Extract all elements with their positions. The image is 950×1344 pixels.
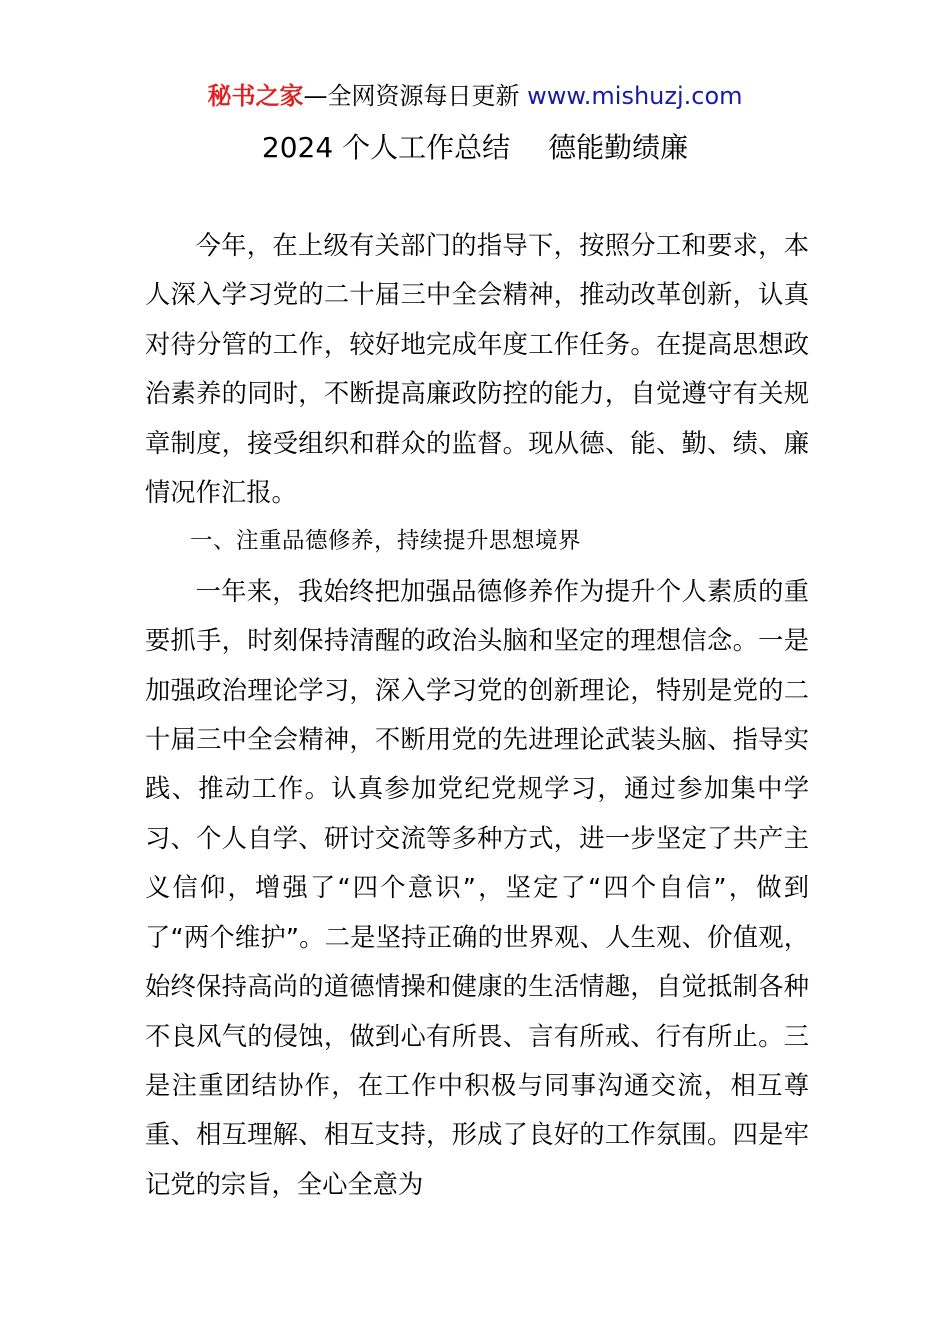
section-paragraph: 一年来，我始终把加强品德修养作为提升个人素质的重要抓手，时刻保持清醒的政治头脑和坚定的理想信念。一是加强政治理论学习，深入学习党的创新理论，特别是党的二十届三中全会精神，不断用党的先进理论武装头脑、指导实践、推动工作。认真参加党纪党规学习，通过参加集中学习、个人自学、研讨交流等多种方式，进一步坚定了共产主义信仰，增强了“四个意识”，坚定了“四个自信”，做到了“两个维护”。二是坚持正确的世界观、人生观、价值观，始终保持高尚的道德情操和健康的生活情趣，自觉抵制各种不良风气的侵蚀，做到心有所畏、言有所戒、行有所止。三是注重团结协作，在工作中积极与同事沟通交流，相互尊重、相互理解、相互支持，形成了良好的工作氛围。四是牢记党的宗旨，全心全意为	[145, 576, 809, 1199]
title-sub: 德能勤绩廉	[548, 131, 689, 164]
document-title	[0, 128, 950, 168]
site-header	[0, 80, 950, 112]
site-url-link[interactable]: www.mishuzj.com	[527, 82, 743, 110]
intro-paragraph: 今年，在上级有关部门的指导下，按照分工和要求，本人深入学习党的二十届三中全会精神，推动改革创新，认真对待分管的工作，较好地完成年度工作任务。在提高思想政治素养的同时，不断提高廉政防控的能力，自觉遵守有关规章制度，接受组织和群众的监督。现从德、能、勤、绩、廉情况作汇报。	[145, 231, 809, 508]
brand-name: 秘书之家	[207, 82, 304, 110]
title-main: 2024 个人工作总结	[261, 131, 511, 164]
section-heading: 一、注重品德修养，持续提升思想境界	[190, 528, 582, 555]
document-body	[145, 221, 809, 1209]
header-tagline: —全网资源每日更新	[303, 82, 528, 110]
